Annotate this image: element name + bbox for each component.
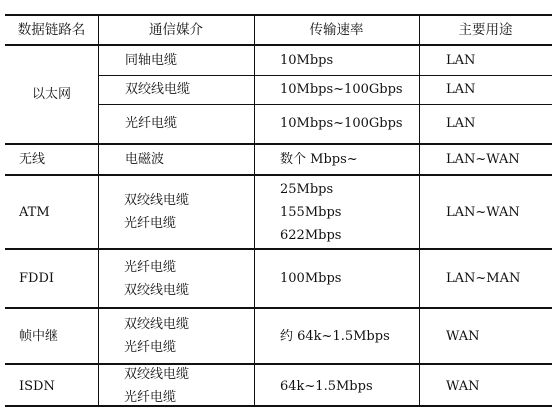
link-name-frame-relay: 帧中继 xyxy=(19,328,59,344)
link-name-atm: ATM xyxy=(19,204,50,220)
use-cell: LAN~WAN xyxy=(446,204,520,220)
rate-cell: 10Mbps~100Gbps xyxy=(280,116,403,131)
rate-cell: 10Mbps xyxy=(280,53,334,68)
header-use: 主要用途 xyxy=(458,21,513,38)
use-cell: LAN xyxy=(446,53,476,68)
media-cell: 双绞线电缆 xyxy=(125,82,191,97)
media-cell: 光纤电缆 xyxy=(125,116,178,131)
rate-line: 25Mbps xyxy=(280,181,334,197)
media-line: 光纤电缆 xyxy=(124,259,177,275)
link-name-ethernet: 以太网 xyxy=(31,87,71,102)
use-cell: LAN~WAN xyxy=(446,152,520,167)
rate-cell: 64k~1.5Mbps xyxy=(280,378,373,394)
media-line: 光纤电缆 xyxy=(124,390,177,405)
use-cell: WAN xyxy=(446,328,480,344)
link-name-isdn: ISDN xyxy=(19,378,55,394)
rate-line: 622Mbps xyxy=(280,227,342,243)
table-row xyxy=(5,365,552,407)
rate-cell: 100Mbps xyxy=(280,271,342,286)
media-line: 双绞线电缆 xyxy=(124,317,190,332)
header-rate: 传输速率 xyxy=(309,21,364,38)
media-cell: 同轴电缆 xyxy=(125,53,178,68)
use-cell: LAN~MAN xyxy=(446,271,521,286)
header-media: 通信媒介 xyxy=(149,21,203,38)
use-cell: WAN xyxy=(446,378,480,394)
use-cell: LAN xyxy=(446,116,476,131)
table-row xyxy=(5,46,552,145)
media-cell xyxy=(98,250,254,307)
media-line: 双绞线电缆 xyxy=(124,367,190,382)
header-link-name: 数据链路名 xyxy=(17,21,86,38)
link-name-fddi: FDDI xyxy=(19,271,55,286)
rate-cell xyxy=(254,176,419,248)
media-cell xyxy=(98,365,254,407)
table-header-row xyxy=(5,16,552,46)
rate-cell: 约 64k~1.5Mbps xyxy=(280,328,390,344)
table-row xyxy=(5,309,552,365)
use-cell: LAN xyxy=(446,82,476,97)
media-cell xyxy=(98,176,254,248)
rate-line: 155Mbps xyxy=(280,204,342,220)
media-cell: 电磁波 xyxy=(125,152,165,167)
data-link-table xyxy=(5,14,552,407)
media-cell xyxy=(98,309,254,363)
media-line: 双绞线电缆 xyxy=(124,193,190,208)
rate-cell: 10Mbps~100Gbps xyxy=(280,82,403,97)
rate-cell: 数个 Mbps~ xyxy=(280,152,358,167)
link-name-wireless: 无线 xyxy=(19,152,46,167)
table-row xyxy=(5,176,552,250)
table-row xyxy=(5,145,552,176)
table-row xyxy=(5,250,552,309)
media-line: 光纤电缆 xyxy=(124,216,177,231)
media-line: 双绞线电缆 xyxy=(124,282,190,298)
media-line: 光纤电缆 xyxy=(124,340,177,355)
